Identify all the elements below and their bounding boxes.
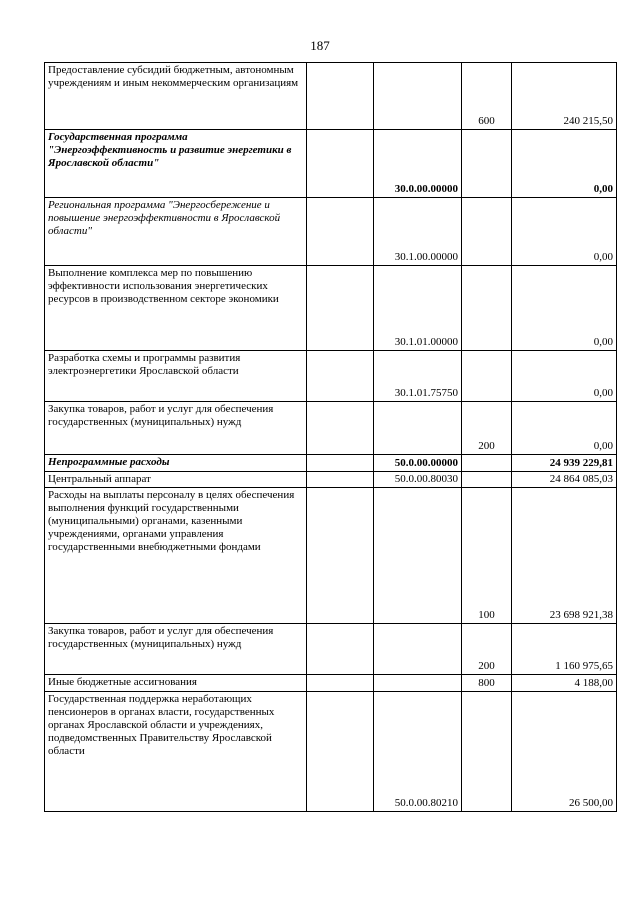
- row-extra-cell: [307, 63, 374, 130]
- table-row: [45, 63, 617, 130]
- row-expense-type: [462, 130, 512, 198]
- row-extra-cell: [307, 130, 374, 198]
- row-description: Государственная программа "Энергоэффективность и развитие энергетики в Ярославской области": [45, 130, 307, 198]
- row-expense-type: [462, 351, 512, 402]
- row-expense-type: 600: [462, 63, 512, 130]
- table-row: [45, 198, 617, 266]
- row-amount: 0,00: [512, 402, 617, 455]
- row-extra-cell: [307, 266, 374, 351]
- table-row: [45, 472, 617, 488]
- row-amount: 0,00: [512, 266, 617, 351]
- row-description: Иные бюджетные ассигнования: [45, 675, 307, 692]
- row-amount: 24 939 229,81: [512, 455, 617, 472]
- page-number: 187: [310, 38, 330, 53]
- row-code: 50.0.00.80210: [374, 692, 462, 812]
- row-description: Предоставление субсидий бюджетным, автономным учреждениям и иным некоммерческим организациям: [45, 63, 307, 130]
- row-description: Государственная поддержка неработающих пенсионеров в органах власти, государственных органах Ярославской области и учреждениях, подведомственных Правительству Ярославской области: [45, 692, 307, 812]
- budget-table: [44, 62, 617, 812]
- row-extra-cell: [307, 488, 374, 624]
- row-amount: 26 500,00: [512, 692, 617, 812]
- row-amount: 1 160 975,65: [512, 624, 617, 675]
- table-row: [45, 130, 617, 198]
- row-code: 50.0.00.00000: [374, 455, 462, 472]
- row-description: Центральный аппарат: [45, 472, 307, 488]
- table-row: [45, 266, 617, 351]
- row-expense-type: 200: [462, 624, 512, 675]
- row-extra-cell: [307, 198, 374, 266]
- row-extra-cell: [307, 472, 374, 488]
- row-expense-type: 200: [462, 402, 512, 455]
- row-amount: 0,00: [512, 198, 617, 266]
- row-extra-cell: [307, 675, 374, 692]
- row-expense-type: 100: [462, 488, 512, 624]
- row-amount: 0,00: [512, 130, 617, 198]
- row-extra-cell: [307, 402, 374, 455]
- row-code: [374, 624, 462, 675]
- row-code: 50.0.00.80030: [374, 472, 462, 488]
- row-code: 30.1.00.00000: [374, 198, 462, 266]
- row-amount: 24 864 085,03: [512, 472, 617, 488]
- row-expense-type: [462, 472, 512, 488]
- row-code: [374, 402, 462, 455]
- row-description: Непрограммные расходы: [45, 455, 307, 472]
- row-code: [374, 675, 462, 692]
- row-extra-cell: [307, 624, 374, 675]
- row-description: Выполнение комплекса мер по повышению эффективности использования энергетических ресурсов в производственном секторе экономики: [45, 266, 307, 351]
- row-amount: 23 698 921,38: [512, 488, 617, 624]
- row-expense-type: [462, 455, 512, 472]
- row-expense-type: [462, 692, 512, 812]
- table-row: [45, 455, 617, 472]
- row-description: Закупка товаров, работ и услуг для обеспечения государственных (муниципальных) нужд: [45, 624, 307, 675]
- table-row: [45, 692, 617, 812]
- row-code: 30.1.01.75750: [374, 351, 462, 402]
- row-extra-cell: [307, 692, 374, 812]
- row-code: 30.1.01.00000: [374, 266, 462, 351]
- row-amount: 4 188,00: [512, 675, 617, 692]
- table-row: [45, 351, 617, 402]
- row-expense-type: [462, 266, 512, 351]
- row-expense-type: [462, 198, 512, 266]
- row-extra-cell: [307, 455, 374, 472]
- table-row: [45, 402, 617, 455]
- table-row: [45, 488, 617, 624]
- row-code: [374, 488, 462, 624]
- row-description: Разработка схемы и программы развития электроэнергетики Ярославской области: [45, 351, 307, 402]
- row-description: Региональная программа "Энергосбережение и повышение энергоэффективности в Ярославской области": [45, 198, 307, 266]
- row-extra-cell: [307, 351, 374, 402]
- row-description: Расходы на выплаты персоналу в целях обеспечения выполнения функций государственными (муниципальными) органами, казенными учреждениями, органами управления государственными внебюджетными фондами: [45, 488, 307, 624]
- row-description: Закупка товаров, работ и услуг для обеспечения государственных (муниципальных) нужд: [45, 402, 307, 455]
- row-expense-type: 800: [462, 675, 512, 692]
- row-code: 30.0.00.00000: [374, 130, 462, 198]
- row-code: [374, 63, 462, 130]
- table-row: [45, 624, 617, 675]
- table-row: [45, 675, 617, 692]
- row-amount: 0,00: [512, 351, 617, 402]
- row-amount: 240 215,50: [512, 63, 617, 130]
